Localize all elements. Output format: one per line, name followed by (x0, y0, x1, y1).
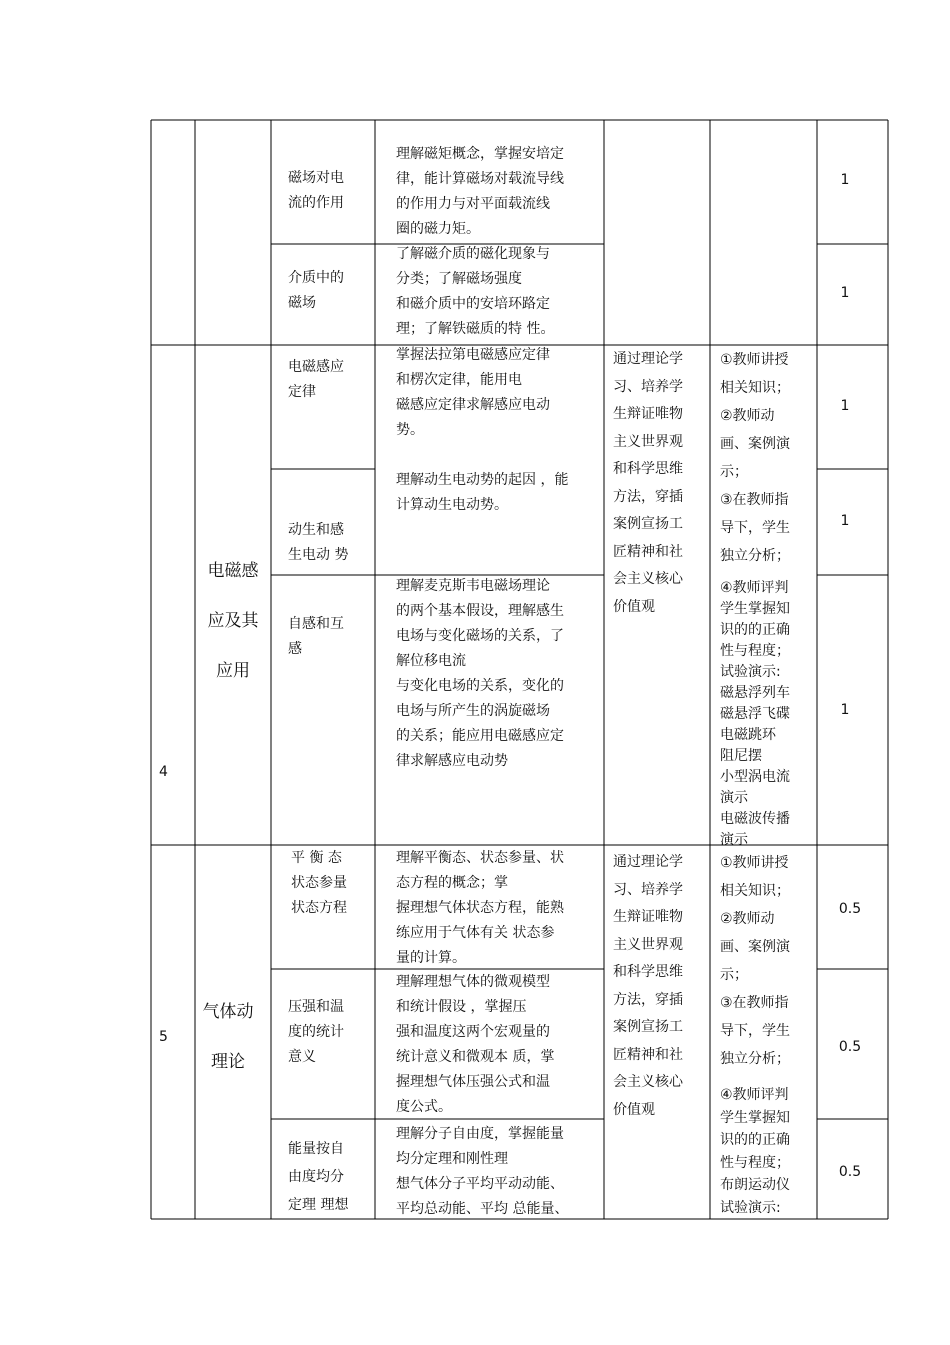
teaching-method-demos (720, 578, 816, 851)
text-line: 和磁介质中的安培环路定 (396, 296, 550, 312)
text-line: 电磁波传播 (720, 811, 790, 827)
text-line: 导下，学生 (720, 520, 790, 536)
text-line: 定理 理想 (288, 1197, 349, 1213)
text-line: 理解理想气体的微观模型 (396, 974, 550, 990)
topic-requirement-magnetic-force (396, 142, 601, 242)
text-line: 均分定理和刚性理 (396, 1151, 508, 1167)
text-line: 律，能计算磁场对载流导线 (396, 171, 564, 187)
text-line: ②教师动 (720, 408, 775, 424)
text-line: 的两个基本假设，理解感生 (396, 603, 564, 619)
text-line: 状态方程 (291, 900, 347, 916)
text-line: 相关知识； (720, 380, 790, 396)
text-line: 压强和温 (288, 999, 344, 1015)
text-line: 磁场对电 (288, 170, 344, 186)
text-line: 独立分析； (720, 1051, 790, 1067)
text-line: 度的统计 (288, 1024, 344, 1040)
hours-value: 1 (840, 172, 850, 188)
text-line: 自感和互 (288, 616, 344, 632)
text-line: 学生掌握知 (720, 601, 790, 617)
text-line: 磁悬浮列车 (720, 685, 790, 701)
text-line: 主义世界观 (613, 433, 683, 450)
text-line: ①教师讲授 (720, 855, 789, 871)
text-line: 解位移电流 (396, 653, 466, 669)
text-line: 匠精神和社 (613, 543, 683, 560)
text-line: 电场与所产生的涡旋磁场 (396, 703, 550, 719)
text-line: 性与程度； (720, 643, 790, 659)
text-line: 性与程度； (720, 1154, 790, 1171)
text-line: 相关知识； (720, 883, 790, 899)
text-line: 生辩证唯物 (613, 406, 683, 422)
text-line: 会主义核心 (613, 1074, 683, 1090)
text-line: 理解麦克斯韦电磁场理论 (396, 578, 550, 594)
text-line: 动生和感 (288, 522, 344, 538)
text-line: 磁悬浮飞碟 (720, 706, 790, 722)
text-line: 理论 (211, 1052, 245, 1072)
text-line: 状态参量 (291, 875, 347, 891)
text-line: 了解磁介质的磁化现象与 (396, 246, 550, 262)
text-line: 和楞次定律，能用电 (396, 372, 522, 388)
text-line: 演示 (720, 832, 748, 848)
text-line: 识的的正确 (720, 622, 790, 638)
text-line: 价值观 (613, 598, 655, 615)
text-line: 会主义核心 (613, 571, 683, 587)
text-line: 电场与变化磁场的关系，了 (396, 628, 564, 644)
text-line: 画、案例演 (720, 939, 790, 955)
text-line: 的关系；能应用电磁感应定 (396, 728, 564, 744)
text-line: 量的计算。 (396, 950, 466, 966)
text-line: 应用 (216, 661, 250, 681)
text-line: 平均总动能、平均 总能量、 (396, 1201, 569, 1217)
text-line: 强和温度这两个宏观量的 (396, 1024, 550, 1040)
text-line: ④教师评判 (720, 1087, 789, 1103)
text-line: 意义 (288, 1049, 316, 1065)
text-line: 的作用力与对平面载流线 (396, 196, 550, 212)
text-line: 演示 (720, 790, 748, 806)
hours-value: 1 (840, 398, 850, 414)
topic-requirement-magnetic-media (396, 242, 601, 342)
text-line: ②教师动 (720, 911, 775, 927)
text-line: 方法，穿插 (613, 991, 683, 1008)
text-line: 独立分析； (720, 548, 790, 564)
teaching-goal (613, 346, 707, 621)
teaching-method-demos (720, 1084, 816, 1219)
text-line: 感 (288, 641, 302, 657)
hours-value: 1 (840, 702, 850, 718)
topic-requirement-equipartition (396, 1122, 601, 1222)
teaching-method (720, 849, 816, 1073)
text-line: 价值观 (613, 1101, 655, 1118)
text-line: ③在教师指 (720, 492, 789, 508)
teaching-goal (613, 849, 707, 1124)
text-line: 握理想气体状态方程，能熟 (396, 900, 564, 916)
text-line: 势。 (396, 422, 424, 438)
text-line: 应及其 (207, 611, 259, 631)
hours-value: 0.5 (838, 901, 862, 917)
text-line: 能量按自 (288, 1141, 344, 1157)
text-line: 气体动 (202, 1002, 254, 1022)
text-line: 理解动生电动势的起因 ，能 (396, 472, 569, 488)
text-line: 由度均分 (288, 1169, 344, 1185)
text-line: ③在教师指 (720, 995, 789, 1011)
chapter-title (195, 546, 271, 696)
topic-name-magnetic-media (288, 266, 368, 316)
text-line: 理解磁矩概念，掌握安培定 (396, 146, 564, 162)
text-line: 电磁感应 (288, 359, 344, 375)
text-line: 学生掌握知 (720, 1109, 790, 1126)
text-line: 理解分子自由度，掌握能量 (396, 1126, 564, 1142)
chapter-number: 4 (159, 764, 168, 780)
text-line: 律求解感应电动势 (396, 753, 508, 769)
topic-name-self-mutual-induction (288, 612, 368, 662)
text-line: 习、培养学 (613, 378, 683, 395)
text-line: 电磁跳环 (720, 727, 776, 743)
topic-name-magnetic-force (288, 166, 368, 216)
text-line: 习、培养学 (613, 881, 683, 898)
text-line: 画、案例演 (720, 436, 790, 452)
text-line: 通过理论学 (613, 351, 683, 367)
topic-name-pressure-temperature (288, 995, 368, 1070)
text-line: 示； (720, 464, 748, 480)
text-line: 度公式。 (396, 1099, 452, 1115)
text-line: 计算动生电动势。 (396, 497, 508, 513)
text-line: 通过理论学 (613, 854, 683, 870)
text-line: 理；了解铁磁质的特 性。 (396, 321, 555, 337)
text-line: 和统计假设 ，掌握压 (396, 999, 527, 1015)
text-line: 案例宣扬工 (613, 516, 683, 532)
topic-requirement-equilibrium-state (396, 846, 601, 971)
text-line: 主义世界观 (613, 936, 683, 953)
text-line: 案例宣扬工 (613, 1019, 683, 1035)
hours-value: 0.5 (838, 1039, 862, 1055)
hours-value: 1 (840, 513, 850, 529)
text-line: 方法，穿插 (613, 488, 683, 505)
text-line: 练应用于气体有关 状态参 (396, 925, 555, 941)
text-line: 平 衡 态 (291, 850, 342, 866)
topic-name-motional-emf (288, 518, 372, 568)
text-line: 磁感应定律求解感应电动 (396, 397, 550, 413)
text-line: 和科学思维 (613, 964, 683, 980)
text-line: 态方程的概念；掌 (396, 875, 508, 891)
text-line: 统计意义和微观本 质，掌 (396, 1049, 555, 1065)
hours-value: 1 (840, 285, 850, 301)
text-line: 分类；了解磁场强度 (396, 271, 522, 287)
text-line: 试验演示: (720, 664, 781, 680)
chapter-number: 5 (159, 1029, 168, 1045)
text-line: 理解平衡态、状态参量、状 (396, 850, 564, 866)
topic-requirement-pressure-temperature (396, 970, 601, 1120)
text-line: 试验演示: (720, 1199, 781, 1216)
text-line: 与变化电场的关系，变化的 (396, 678, 564, 694)
text-line: 磁场 (288, 295, 316, 311)
text-line: 定律 (288, 384, 316, 400)
text-line: 流的作用 (288, 195, 344, 211)
topic-name-equilibrium-state (291, 846, 371, 921)
text-line: 导下，学生 (720, 1023, 790, 1039)
text-line: 生电动 势 (288, 547, 349, 563)
text-line: 布朗运动仪 (720, 1177, 790, 1193)
text-line: 圈的磁力矩。 (396, 221, 480, 237)
hours-value: 0.5 (838, 1164, 862, 1180)
topic-name-equipartition (288, 1135, 372, 1219)
teaching-method (720, 346, 816, 570)
text-line: 和科学思维 (613, 461, 683, 477)
text-line: 阻尼摆 (720, 748, 762, 764)
text-line: ④教师评判 (720, 580, 789, 596)
text-line: 掌握法拉第电磁感应定律 (396, 347, 550, 363)
text-line: 生辩证唯物 (613, 909, 683, 925)
text-line: ①教师讲授 (720, 352, 789, 368)
text-line: 电磁感 (207, 561, 259, 581)
text-line: 介质中的 (288, 270, 344, 286)
text-line: 识的的正确 (720, 1132, 790, 1148)
chapter-title (195, 987, 261, 1087)
topic-requirement-self-mutual-induction (396, 574, 601, 774)
text-line: 小型涡电流 (720, 769, 790, 785)
topic-requirement-faraday-law (396, 343, 601, 443)
text-line: 握理想气体压强公式和温 (396, 1074, 550, 1090)
text-line: 匠精神和社 (613, 1046, 683, 1063)
text-line: 示； (720, 967, 748, 983)
topic-name-faraday-law (288, 355, 368, 405)
text-line: 想气体分子平均平动动能、 (396, 1176, 564, 1192)
topic-requirement-motional-emf (396, 468, 601, 518)
